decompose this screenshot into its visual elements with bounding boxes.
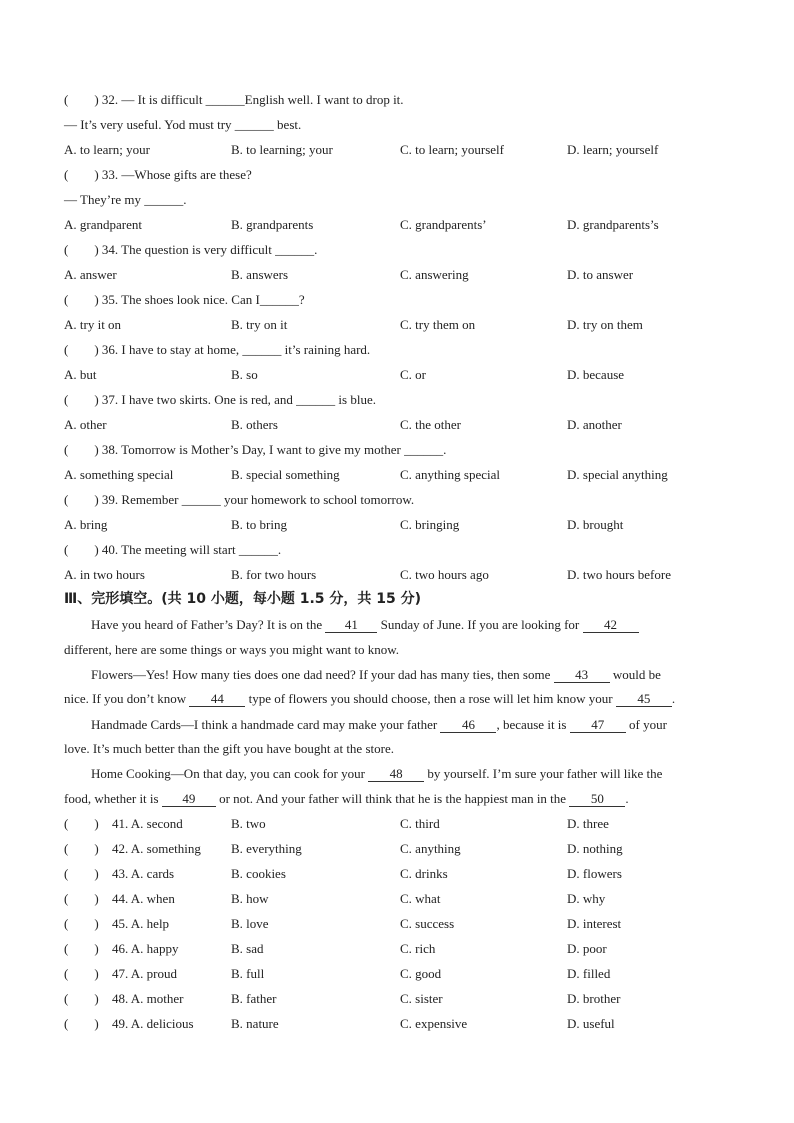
question-35-options [64, 317, 744, 333]
question-34-stem: ( ) 34. The question is very difficult ______. [64, 242, 318, 257]
cloze-question-48: ( ) 48. A. mother B. father C. sister D. brother [64, 991, 621, 1006]
option-b: B. to learning; your [231, 142, 333, 157]
blank-49: 49 [162, 792, 216, 807]
cloze-question-45: ( ) 45. A. help B. love C. success D. interest [64, 916, 622, 931]
question-33-stem: ( ) 33. —Whose gifts are these? [64, 167, 252, 182]
cloze-question-42: ( ) 42. A. something B. everything C. anything D. nothing [64, 841, 623, 856]
cloze-question-49: ( ) 49. A. delicious B. nature C. expensive D. useful [64, 1016, 615, 1031]
option-a: A. something special [64, 467, 174, 482]
question-39-options [64, 517, 744, 533]
blank-42: 42 [583, 618, 639, 633]
option-c: C. try them on [400, 317, 476, 332]
passage-line-6: love. It’s much better than the gift you have bought at the store. [64, 741, 394, 756]
option-a: A. in two hours [64, 567, 145, 582]
option-c: C. to learn; yourself [400, 142, 504, 157]
question-34-options [64, 267, 744, 283]
option-c: C. or [400, 367, 426, 382]
option-d: D. another [567, 417, 622, 432]
cloze-question-47: ( ) 47. A. proud B. full C. good D. filled [64, 966, 611, 981]
question-37-stem: ( ) 37. I have two skirts. One is red, and ______ is blue. [64, 392, 376, 407]
option-c: C. two hours ago [400, 567, 489, 582]
cloze-question-43: ( ) 43. A. cards B. cookies C. drinks D. flowers [64, 866, 622, 881]
option-b: B. for two hours [231, 567, 317, 582]
blank-46: 46 [440, 718, 496, 733]
question-38-stem: ( ) 38. Tomorrow is Mother’s Day, I want to give my mother ______. [64, 442, 447, 457]
passage-line-4: nice. If you don’t know 44 type of flowers you should choose, then a rose will let him know your 45 . [64, 691, 676, 706]
passage-line-2: different, here are some things or ways you might want to know. [64, 642, 400, 657]
option-b: B. grandparents [231, 217, 314, 232]
option-b: B. so [231, 367, 258, 382]
option-c: C. anything special [400, 467, 501, 482]
passage-line-8: food, whether it is 49 or not. And your father will think that he is the happiest man in the 50 . [64, 791, 629, 806]
blank-44: 44 [189, 692, 245, 707]
option-d: D. try on them [567, 317, 643, 332]
question-33-options [64, 217, 744, 233]
passage-line-5: Handmade Cards—I think a handmade card may make your father 46 , because it is 47 of your [91, 717, 667, 732]
option-b: B. try on it [231, 317, 288, 332]
cloze-question-46: ( ) 46. A. happy B. sad C. rich D. poor [64, 941, 607, 956]
question-32-reply: — It’s very useful. Yod must try ______ best. [64, 117, 302, 132]
blank-47: 47 [570, 718, 626, 733]
cloze-question-41: ( ) 41. A. second B. two C. third D. three [64, 816, 609, 831]
blank-41: 41 [325, 618, 377, 633]
blank-43: 43 [554, 668, 610, 683]
option-b: B. answers [231, 267, 289, 282]
option-d: D. brought [567, 517, 624, 532]
option-d: D. grandparents’s [567, 217, 659, 232]
option-c: C. answering [400, 267, 469, 282]
option-d: D. to answer [567, 267, 634, 282]
question-40-options [64, 567, 744, 583]
question-32-stem: ( ) 32. — It is difficult ______English well. I want to drop it. [64, 92, 404, 107]
question-36-options [64, 367, 744, 383]
option-a: A. answer [64, 267, 117, 282]
option-d: D. because [567, 367, 625, 382]
passage-line-1: Have you heard of Father’s Day? It is on the 41 Sunday of June. If you are looking for 42 [64, 617, 751, 633]
option-a: A. try it on [64, 317, 122, 332]
option-b: B. to bring [231, 517, 287, 532]
option-a: A. other [64, 417, 107, 432]
option-d: D. learn; yourself [567, 142, 659, 157]
question-39-stem: ( ) 39. Remember ______ your homework to school tomorrow. [64, 492, 415, 507]
question-40-stem: ( ) 40. The meeting will start ______. [64, 542, 282, 557]
section-3-heading: Ⅲ、完形填空。(共 10 小题，每小题 1.5 分，共 15 分) [64, 591, 422, 607]
option-a: A. but [64, 367, 97, 382]
option-a: A. grandparent [64, 217, 142, 232]
option-b: B. special something [231, 467, 340, 482]
question-33-reply: — They’re my ______. [64, 192, 187, 207]
option-a: A. bring [64, 517, 108, 532]
passage-line-7: Home Cooking—On that day, you can cook for your 48 by yourself. I’m sure your father will like the [91, 766, 663, 781]
blank-50: 50 [569, 792, 625, 807]
option-b: B. others [231, 417, 278, 432]
question-32-options [64, 142, 744, 158]
cloze-question-44: ( ) 44. A. when B. how C. what D. why [64, 891, 606, 906]
blank-48: 48 [368, 767, 424, 782]
option-c: C. bringing [400, 517, 460, 532]
question-38-options [64, 467, 744, 483]
option-a: A. to learn; your [64, 142, 150, 157]
question-36-stem: ( ) 36. I have to stay at home, ______ it’s raining hard. [64, 342, 371, 357]
passage-line-3: Flowers—Yes! How many ties does one dad need? If your dad has many ties, then some 43 would be [91, 667, 661, 682]
option-c: C. the other [400, 417, 462, 432]
option-d: D. two hours before [567, 567, 671, 582]
blank-45: 45 [616, 692, 672, 707]
question-37-options [64, 417, 744, 433]
question-35-stem: ( ) 35. The shoes look nice. Can I______? [64, 292, 305, 307]
option-c: C. grandparents’ [400, 217, 487, 232]
option-d: D. special anything [567, 467, 668, 482]
